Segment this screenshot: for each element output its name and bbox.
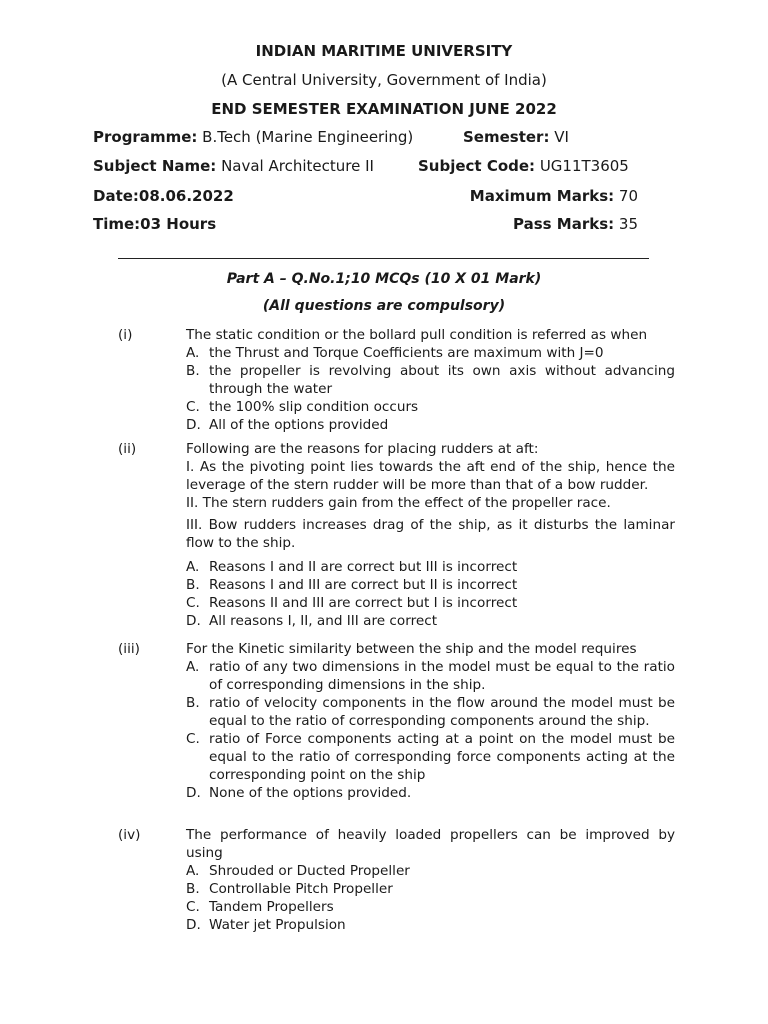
option-letter: D. [186, 785, 201, 801]
option-text: Water jet Propulsion [209, 917, 346, 933]
question-stem: For the Kinetic similarity between the ship and the model requires [186, 641, 637, 657]
option-text: Shrouded or Ducted Propeller [209, 863, 410, 879]
option-text: the Thrust and Torque Coefficients are maximum with J=0 [209, 345, 604, 361]
option-a [186, 558, 675, 576]
option-letter: C. [186, 899, 200, 915]
option-letter: D. [186, 613, 201, 629]
option-letter: D. [186, 417, 201, 433]
option-b [186, 362, 675, 398]
option-letter: C. [186, 399, 200, 415]
option-text: All reasons I, II, and III are correct [209, 613, 438, 629]
subject-row [93, 157, 638, 179]
option-c [186, 398, 675, 416]
option-b [186, 880, 675, 898]
option-letter: C. [186, 595, 200, 611]
question-number: (iv) [118, 827, 141, 843]
subject-name-value: Naval Architecture II [216, 157, 374, 175]
divider-line [118, 258, 649, 259]
option-text: All of the options provided [209, 417, 389, 433]
option-letter: A. [186, 659, 200, 675]
reason-1: I. As the pivoting point lies towards the aft end of the ship, hence the leverage of the stern rudder will be more than that of a bow rudder. [186, 459, 675, 493]
option-text: ratio of any two dimensions in the model must be equal to the ratio of corresponding dimensions in the ship. [209, 659, 675, 693]
option-letter: D. [186, 917, 201, 933]
part-a-instruction: (All questions are compulsory) [262, 298, 506, 314]
part-a-title: Part A – Q.No.1;10 MCQs (10 X 01 Mark) [226, 271, 542, 287]
option-text: None of the options provided. [209, 785, 412, 801]
subject-code-value: UG11T3605 [535, 157, 629, 175]
option-letter: C. [186, 731, 200, 747]
reason-3: III. Bow rudders increases drag of the ship, as it disturbs the laminar flow to the ship. [186, 517, 675, 551]
question-3 [118, 640, 675, 802]
question-number: (iii) [118, 641, 140, 657]
date-row [93, 187, 638, 209]
option-letter: B. [186, 577, 200, 593]
option-text: Controllable Pitch Propeller [209, 881, 393, 897]
option-text: the 100% slip condition occurs [209, 399, 419, 415]
question-2 [118, 440, 675, 630]
exam-time: Time:03 Hours [93, 215, 217, 233]
option-letter: A. [186, 863, 200, 879]
programme-row [93, 128, 638, 150]
option-letter: A. [186, 345, 200, 361]
question-4 [118, 826, 675, 934]
programme-label: Programme: [93, 128, 198, 146]
reason-2: II. The stern rudders gain from the effect of the propeller race. [186, 495, 611, 511]
option-letter: B. [186, 695, 200, 711]
programme-value: B.Tech (Marine Engineering) [197, 128, 414, 146]
option-d [186, 416, 675, 434]
question-stem: Following are the reasons for placing rudders at aft: [186, 441, 539, 457]
option-text: the propeller is revolving about its own axis without advancing through the water [209, 363, 675, 397]
question-number: (i) [118, 327, 133, 343]
option-b [186, 694, 675, 730]
option-text: Reasons II and III are correct but I is incorrect [209, 595, 518, 611]
subject-code-label: Subject Code: [418, 157, 536, 175]
time-row [93, 215, 638, 237]
option-text: Tandem Propellers [209, 899, 334, 915]
option-d [186, 612, 675, 630]
pass-marks-value: 35 [614, 215, 638, 233]
option-text: Reasons I and III are correct but II is incorrect [209, 577, 518, 593]
option-c [186, 730, 675, 784]
option-d [186, 916, 675, 934]
max-marks-value: 70 [614, 187, 638, 205]
option-letter: B. [186, 881, 200, 897]
semester-value: VI [549, 128, 569, 146]
option-a [186, 862, 675, 880]
option-a [186, 658, 675, 694]
semester-label: Semester: [463, 128, 550, 146]
option-d [186, 784, 675, 802]
question-stem: The performance of heavily loaded propellers can be improved by using [186, 827, 675, 861]
option-letter: A. [186, 559, 200, 575]
university-name: INDIAN MARITIME UNIVERSITY [255, 42, 513, 60]
option-text: ratio of Force components acting at a point on the model must be equal to the ratio of corresponding force components acting at the corresponding point on the ship [209, 731, 675, 783]
exam-date: Date:08.06.2022 [93, 187, 234, 205]
question-1 [118, 326, 675, 434]
option-letter: B. [186, 363, 200, 379]
option-c [186, 898, 675, 916]
pass-marks-label: Pass Marks: [513, 215, 615, 233]
university-subtitle: (A Central University, Government of India) [221, 71, 547, 89]
exam-title: END SEMESTER EXAMINATION JUNE 2022 [211, 100, 557, 118]
question-stem: The static condition or the bollard pull condition is referred as when [186, 327, 648, 343]
option-b [186, 576, 675, 594]
max-marks-label: Maximum Marks: [469, 187, 615, 205]
subject-name-label: Subject Name: [93, 157, 217, 175]
question-number: (ii) [118, 441, 137, 457]
option-text: ratio of velocity components in the flow around the model must be equal to the ratio of corresponding components around the ship. [209, 695, 675, 729]
option-text: Reasons I and II are correct but III is incorrect [209, 559, 518, 575]
option-c [186, 594, 675, 612]
option-a [186, 344, 675, 362]
